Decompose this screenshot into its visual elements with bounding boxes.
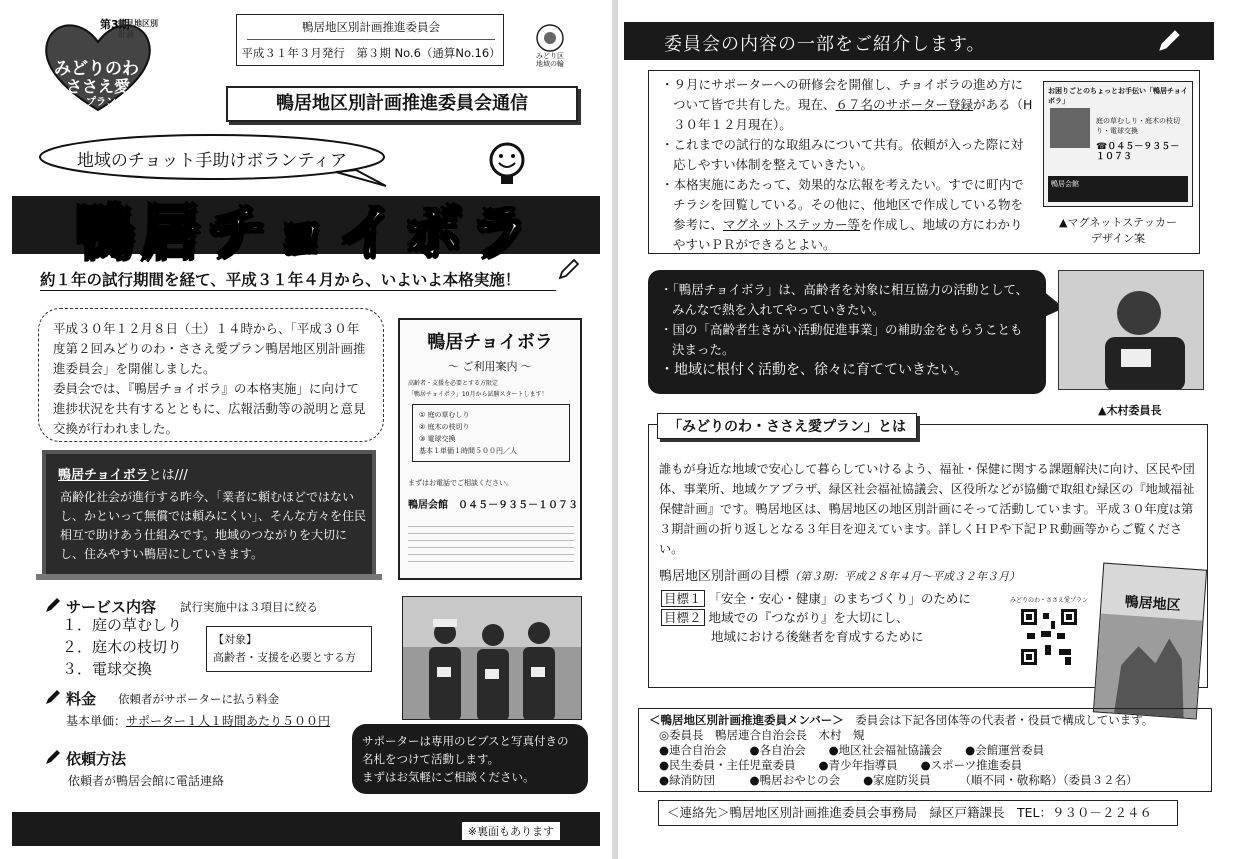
volunteer-bubble-text: 地域のチョット手助けボランティア: [76, 151, 348, 171]
services-list: [62, 614, 182, 680]
intro-box: [38, 308, 384, 442]
target-text: 高齢者・支援を必要とする方: [213, 651, 356, 664]
committee-notes: [661, 75, 1033, 255]
sticker-illustration: [1050, 108, 1090, 148]
flyer-title: 鴨居チョイボラ: [427, 332, 553, 353]
request-heading: 依頼方法: [66, 750, 127, 768]
blackboard-title: 鴨居チョイボラ: [58, 468, 149, 483]
intro-text: 平成３０年１２月８日（土）１４時から、「平成３０年度第２回みどりのわ・ささえ愛プラン鴨居地区別計画推進委員会」を開催しました。 委員会では、『鴨居チョイボラ』の本格実施」に向けて進捗状況を共有するとともに、広報活動等の説明と意見交換が行われました。: [53, 321, 366, 436]
logo-line4: プラン: [86, 97, 116, 108]
logo-line3: ささえ愛: [66, 77, 131, 96]
pencil-icon: [44, 748, 62, 766]
sticker-line2: 庭の草むしり・庭木の枝切り・電球交換: [1096, 117, 1180, 135]
sticker-image: [1043, 81, 1193, 207]
members-row: ●民生委員・主任児童委員 ●青少年指導員 ●スポーツ推進委員: [659, 758, 1023, 772]
flyer-line1: 高齢者・支援を必要とする方限定: [408, 380, 499, 387]
logo-line2: みどりのわ: [54, 59, 139, 79]
contact-box: [658, 800, 1178, 826]
newsletter-title-box: [226, 86, 578, 122]
note-text-end: がある（H３０年１２月現在）。: [673, 97, 1033, 132]
flyer-item: ③ 電球交換: [419, 435, 456, 443]
sticker-caption: ▲マグネットステッカー デザイン案: [1058, 216, 1178, 245]
booklet-title: 鴨居地区: [1124, 594, 1182, 615]
photo-caption: サポーターは専用のビブスと写真付きの名札をつけて活動します。 まずはお気軽にご相談ください。: [362, 734, 569, 784]
blackboard-heading: [58, 464, 188, 483]
logo-sub: 鶴見地区別計画: [118, 19, 158, 39]
flyer-contact: 鴨居会館 ０４５－９３５－１０７３: [408, 500, 578, 511]
committee-note: ・本格実施にあたって、効果的な広報を考えたい。すでに町内でチラシを回覧している。その他に、他地区で作成している物を参考に、マグネットステッカー等を作成し、地域の方にわかりやすいＰＲができるとよい。: [661, 177, 1024, 252]
note-text: これまでの試行的な取組みについて共有。依頼が入った際に対応しやすい体制を整えていきたい。: [673, 137, 1024, 172]
goal-2: [661, 608, 971, 627]
photo-caption-bubble: [352, 724, 588, 794]
volunteer-bubble: [36, 132, 396, 188]
issue-box: [236, 14, 504, 66]
service-item: ２．庭木の枝切り: [62, 638, 183, 656]
chairman-caption: ▲木村委員長: [1098, 404, 1162, 417]
goal-2-text2: 地域における後継者を育成するために: [711, 629, 924, 644]
goal-2-label: 目標２: [661, 609, 705, 626]
flyer-contact-label: まずはお電話でご相談ください。: [408, 479, 513, 487]
pencil-icon: [1156, 28, 1182, 54]
committee-note: ・９月にサポーターへの研修会を開催し、チョイボラの進め方について皆で共有した。現在、６７名のサポーター登録がある（H３０年１２月現在）。: [661, 77, 1033, 132]
left-page: [0, 0, 612, 859]
pencil-icon: [44, 688, 62, 706]
qr-code-icon[interactable]: [1019, 607, 1079, 667]
goal-1-label: 目標１: [661, 590, 705, 607]
fee-unit-label: 基本単価：: [66, 714, 127, 728]
committee-name: 鴨居地区別計画推進委員会: [302, 20, 440, 34]
plan-text: 誰もが身近な地域で安心して暮らしていけるよう、福祉・保健に関する課題解決に向け、区民や団体、事業所、地域ケアプラザ、緑区社会福祉協議会、区役所などが協働で取組む緑区の『地域福祉保健計画』です。鴨居地区は、鴨居地区の地区別計画にそって活動しています。平成３０年度は第３期計画の折り返しとなる３年目を迎えています。詳しくＨＰや下記ＰＲ動画等からご覧ください。: [659, 462, 1195, 556]
hero-banner: [12, 196, 600, 267]
badge-text: みどり区 地域の輪: [536, 52, 564, 68]
fee-note: 依頼者がサポーターに払う料金: [118, 692, 279, 706]
blackboard: [42, 450, 376, 578]
chair-bubble-text: [660, 280, 1034, 380]
issue-number: 平成３１年３月発行 第３期 No.6（通算No.16）: [241, 46, 501, 60]
contact-text: ＜連絡先＞鴨居地区別計画推進委員会事務局 緑区戸籍課長 TEL：９３０－２２４６: [667, 805, 1152, 820]
hero-subtitle: 約１年の試行期間を経て、平成３１年４月から、いよいよ本格実施！: [40, 271, 521, 289]
members-heading-line: [649, 713, 1201, 728]
flyer-items-box: [412, 404, 570, 462]
service-item: ３．電球交換: [62, 660, 153, 678]
services-heading: サービス内容: [66, 598, 157, 616]
members-heading: ＜鴨居地区別計画推進委員メンバー＞: [649, 713, 844, 727]
note-text: 本格実施にあたって、効果的な広報を考えたい。すでに町内でチラシを回覧している。その他に、他地区で作成している物を参考に、: [673, 177, 1024, 232]
right-header-bar: [624, 22, 1214, 60]
pencil-icon: [44, 596, 62, 614]
plan-heading: 「みどりのわ・ささえ愛プラン」とは: [657, 413, 917, 439]
services-note: 試行実施中は３項目に絞る: [180, 600, 318, 614]
smile-icon: [484, 140, 530, 186]
members-intro: 委員会は下記各団体等の代表者・役員で構成しています。: [855, 713, 1154, 727]
members-row: ●連合自治会 ●各自治会 ●地区社会福祉協議会 ●会館運営委員: [659, 743, 1045, 757]
flyer-item: ② 庭木の枝切り: [419, 423, 470, 431]
committee-notes-box: [648, 70, 1200, 254]
goal-1: [661, 589, 971, 608]
newsletter-title: 鴨居地区別計画推進委員会通信: [276, 93, 528, 114]
members-box: [638, 708, 1212, 792]
fee-unit-value: サポーター１人１時間あたり５００円: [126, 714, 331, 728]
chair-bubble: [648, 270, 1046, 394]
chair-comment: ・地域に根付く活動を、徐々に育てていきたい。: [660, 362, 968, 378]
target-box: [206, 626, 372, 672]
plan-logo: [38, 14, 158, 114]
sticker-line3: 鴨居会館: [1051, 180, 1079, 188]
chair-comment: ・国の「高齢者生きがい活動促進事業」の補助金をもらうことも決まった。: [660, 322, 1023, 357]
goal-list: [661, 589, 971, 646]
right-header-title: 委員会の内容の一部をご紹介します。: [664, 34, 986, 55]
flyer-fee: 基本１単価１時間５００円／人: [419, 447, 517, 455]
subtitle-underline: [40, 290, 556, 291]
sticker-footer: [1048, 176, 1188, 202]
flyer-subtitle: ～ ご利用案内 ～: [448, 360, 532, 373]
left-footer-bar: [12, 812, 600, 846]
members-row: ●緑消防団 ●鴨居おやじの会 ●家庭防災員 （順不同・敬称略）（委員３２名）: [659, 773, 1138, 787]
qr-block: [1001, 595, 1097, 675]
sticker-line1: お困りごとのちょっとお手伝い「鴨居チョイボラ」: [1048, 87, 1188, 105]
goal-heading: 鴨居地区別計画の目標: [659, 569, 790, 584]
hero-title: 鴨居チョイボラ: [75, 199, 537, 267]
pencil-icon: [556, 258, 580, 282]
chair-comment: ・「鴨居チョイボラ」は、高齢者を対象に相互協力の活動として、みんなで熱を入れてやっていきたい。: [660, 282, 1029, 317]
blackboard-tray: [36, 574, 382, 580]
service-item: １．庭の草むしり: [62, 616, 183, 634]
blackboard-title-suffix: とは///: [148, 468, 188, 483]
sticker-phone: ☎０４５－９３５－１０７３: [1096, 142, 1180, 162]
goal-period: （第３期：平成２８年４月～平成３２年３月）: [789, 570, 1021, 583]
chairman-photo: [1058, 270, 1204, 390]
note-underlined: マグネットステッカー等: [723, 217, 861, 232]
back-page-note: ※裏面もあります: [462, 822, 560, 840]
goal-2-text: 地域での『つながり』を大切にし、: [708, 610, 909, 625]
flyer-item: ① 庭の草むしり: [419, 411, 470, 419]
supporters-photo: [402, 596, 582, 720]
badge-icon: [512, 20, 588, 68]
members-row: ◎委員長 鴨居連合自治会長 木村 䂓: [659, 728, 865, 742]
committee-note: ・これまでの試行的な取組みについて共有。依頼が入った際に対応しやすい体制を整えていきたい。: [661, 137, 1024, 172]
note-text: ９月にサポーターへの研修会を開催し、チョイボラの進め方について皆で共有した。現在、: [673, 77, 1024, 112]
goal-heading-line: [659, 565, 1020, 584]
blackboard-text: 高齢化社会が進行する昨今、「業者に頼むほどではないし、かといって無償では頼みにくい」、そんな方々を住民相互で助けあう仕組みです。地域のつながりを大切にし、住みやすい鴨居にしていきます。: [60, 490, 367, 561]
flyer-image: [398, 318, 582, 580]
fee-line: [66, 712, 330, 729]
request-text: 依頼者が鴨居会館に電話連絡: [68, 774, 225, 788]
fee-heading: 料金: [66, 690, 97, 708]
plan-booklet: [1093, 563, 1207, 720]
note-underlined: ６７名のサポーター登録: [835, 97, 974, 112]
right-page: [618, 0, 1240, 859]
target-label: 【対象】: [213, 633, 257, 646]
note-text-end: を作成し、地域の方にわかりやすいＰＲができるとよい。: [673, 217, 1023, 252]
logo-period: 第3期: [100, 18, 130, 31]
flyer-line2: 「鴨居チョイボラ」10月から試験スタートします！: [408, 391, 548, 398]
goal-1-text: 「安全・安心・健康」のまちづくり」のために: [708, 591, 971, 606]
qr-label: みどりのわ・ささえ愛プラン: [1009, 597, 1088, 604]
flyer-fine-print: [408, 520, 574, 568]
